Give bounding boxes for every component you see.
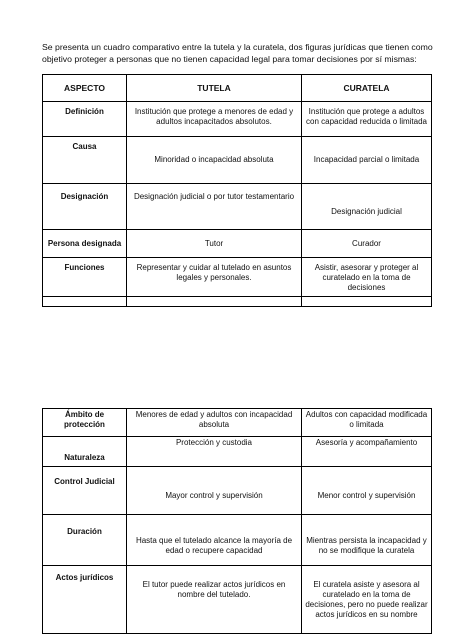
curatela-cell: Incapacidad parcial o limitada	[302, 137, 432, 184]
curatela-cell: Designación judicial	[302, 184, 432, 230]
tutela-cell: Institución que protege a menores de edad y adultos incapacitados absolutos.	[127, 102, 302, 137]
aspect-cell: Control Judicial	[43, 467, 127, 515]
curatela-cell: Institución que protege a adultos con capacidad reducida o limitada	[302, 102, 432, 137]
table-row	[43, 230, 432, 258]
table-row	[43, 467, 432, 515]
tutela-cell	[127, 297, 302, 307]
intro-paragraph: Se presenta un cuadro comparativo entre la tutela y la curatela, dos figuras jurídicas que tienen como objetivo proteger a personas que no tienen capacidad legal para tomar decisiones por sí mismas:	[42, 42, 433, 64]
table-row	[43, 137, 432, 184]
curatela-cell: Menor control y supervisión	[302, 467, 432, 515]
header-curatela: CURATELA	[302, 75, 432, 102]
comparison-table-1	[42, 74, 432, 307]
aspect-cell: Funciones	[43, 258, 127, 297]
aspect-cell: Duración	[43, 515, 127, 566]
table-row	[43, 102, 432, 137]
tutela-cell: Menores de edad y adultos con incapacidad absoluta	[127, 409, 302, 437]
curatela-cell: Mientras persista la incapacidad y no se modifique la curatela	[302, 515, 432, 566]
tutela-cell: Hasta que el tutelado alcance la mayoría de edad o recupere capacidad	[127, 515, 302, 566]
tutela-cell: Designación judicial o por tutor testamentario	[127, 184, 302, 230]
curatela-cell: Adultos con capacidad modificada o limitada	[302, 409, 432, 437]
table-header-row	[43, 75, 432, 102]
table-row	[43, 566, 432, 634]
aspect-cell: Ámbito de protección	[43, 409, 127, 437]
tutela-cell: Tutor	[127, 230, 302, 258]
table-row	[43, 437, 432, 467]
aspect-cell: Persona designada	[43, 230, 127, 258]
tutela-cell: Minoridad o incapacidad absoluta	[127, 137, 302, 184]
aspect-cell: Designación	[43, 184, 127, 230]
table-row	[43, 409, 432, 437]
curatela-cell: Asistir, asesorar y proteger al curatelado en la toma de decisiones	[302, 258, 432, 297]
table-row-empty	[43, 297, 432, 307]
aspect-cell: Definición	[43, 102, 127, 137]
curatela-cell: El curatela asiste y asesora al curatelado en la toma de decisiones, pero no puede realizar actos jurídicos en su nombre	[302, 566, 432, 634]
comparison-table-2	[42, 408, 432, 634]
table-row	[43, 184, 432, 230]
curatela-cell: Curador	[302, 230, 432, 258]
curatela-cell	[302, 297, 432, 307]
aspect-cell: Causa	[43, 137, 127, 184]
tutela-cell: El tutor puede realizar actos jurídicos en nombre del tutelado.	[127, 566, 302, 634]
aspect-cell: Actos jurídicos	[43, 566, 127, 634]
table-row	[43, 515, 432, 566]
tutela-cell: Representar y cuidar al tutelado en asuntos legales y personales.	[127, 258, 302, 297]
table-row	[43, 258, 432, 297]
header-tutela: TUTELA	[127, 75, 302, 102]
tutela-cell: Mayor control y supervisión	[127, 467, 302, 515]
tutela-cell: Protección y custodia	[127, 437, 302, 467]
aspect-cell: Naturaleza	[43, 437, 127, 467]
header-aspecto: ASPECTO	[43, 75, 127, 102]
curatela-cell: Asesoría y acompañamiento	[302, 437, 432, 467]
aspect-cell	[43, 297, 127, 307]
